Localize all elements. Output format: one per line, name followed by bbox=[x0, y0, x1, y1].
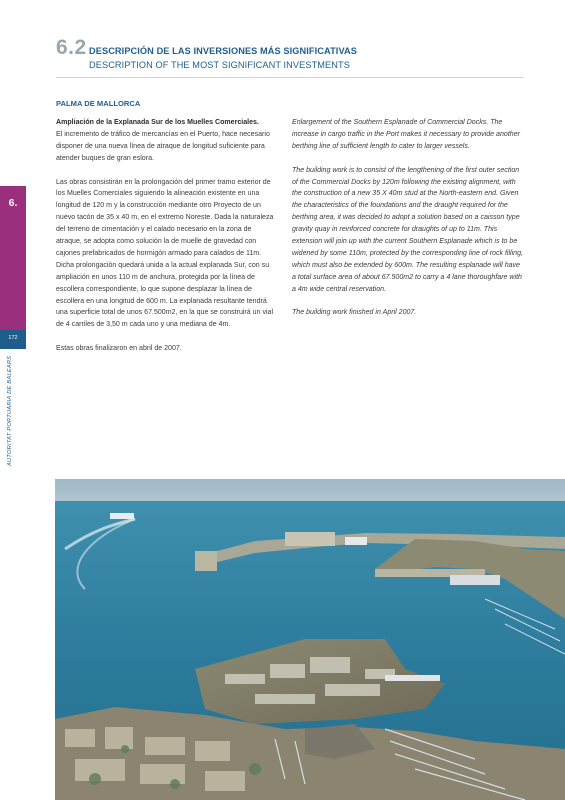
spanish-paragraph-3: Estas obras finalizaron en abril de 2007. bbox=[56, 345, 182, 353]
spanish-intro-text: El incremento de tráfico de mercancías en el Puerto, hace necesario disponer de una nueva línea de atraque de longitud suficiente para atender buques de gran eslora. bbox=[56, 130, 270, 162]
chapter-number: 6. bbox=[8, 197, 18, 209]
english-column bbox=[292, 117, 524, 331]
section-number: 6.2 bbox=[56, 36, 87, 59]
section-title-en: DESCRIPTION OF THE MOST SIGNIFICANT INVESTMENTS bbox=[89, 60, 350, 70]
spanish-paragraph-1 bbox=[56, 117, 279, 165]
section-title-es: DESCRIPCIÓN DE LAS INVERSIONES MÁS SIGNIFICATIVAS bbox=[89, 46, 357, 56]
spanish-lead: Ampliación de la Explanada Sur de los Muelles Comerciales. bbox=[56, 119, 259, 126]
header-divider bbox=[56, 77, 524, 78]
publisher-vertical-label: AUTORITAT PORTUÀRIA DE BALEARS bbox=[7, 355, 13, 466]
subheading: PALMA DE MALLORCA bbox=[56, 99, 141, 108]
english-paragraph-3: The building work finished in April 2007. bbox=[292, 309, 417, 317]
aerial-port-photo bbox=[55, 479, 565, 800]
spanish-paragraph-2: Las obras consistirán en la prolongación del primer tramo exterior de los Muelles Comerciales siguiendo la alineación existente en una longitud de 120 m y la construcción mediante otro Proyecto de un nuevo tacón de 35 x 40 m, en el extremo Noreste. Dada la naturaleza del terreno de cimentación y el calado necesario en la zona de atraque, se adopta como solución la de muelle de gravedad con cajones prefabricados de hormigón armado para calados de 11m. Dicha prolongación quedará unida a la actual explanada Sur, con su ampliación en unos 110 m de anchura, protegida por la línea de escollera correspondiente, lo que supone desplazar la línea de escollera en una longitud de 600 m. La explanada resultante tendrá una superficie total de unos 67.500m2, en la que se construirá un vial de 4 carriles de 3,50 m cada uno y una mediana de 4m. bbox=[56, 178, 274, 329]
english-paragraph-2: The building work is to consist of the lengthening of the first outer section of the Commercial Docks by 120m following the existing alignment, with the construction of a new 35 X 40m stud at the North-eastern end. Given the characteristics of the foundations and the draught required for the berthing area, it was decided to adopt a solution based on a caisson type gravity quay in reinforced concrete for draughts of up to 11m. This extension will join up with the current Southern Esplanade which is to be widened by some 110m, protected by the corresponding line of rock filling, which must also be extended by 600m. The resulting esplanade will have a total surface area of about 67.500m2 to carry a 4 lane thoroughfare with a 4m wide central reservation. bbox=[292, 166, 523, 293]
english-paragraph-1: Enlargement of the Southern Esplanade of Commercial Docks. The increase in cargo traffic in the Port makes it necessary to provide another berthing line of sufficient length to cater to larger vessels. bbox=[292, 119, 520, 150]
page-number: 172 bbox=[8, 335, 18, 341]
spanish-column bbox=[56, 117, 279, 367]
